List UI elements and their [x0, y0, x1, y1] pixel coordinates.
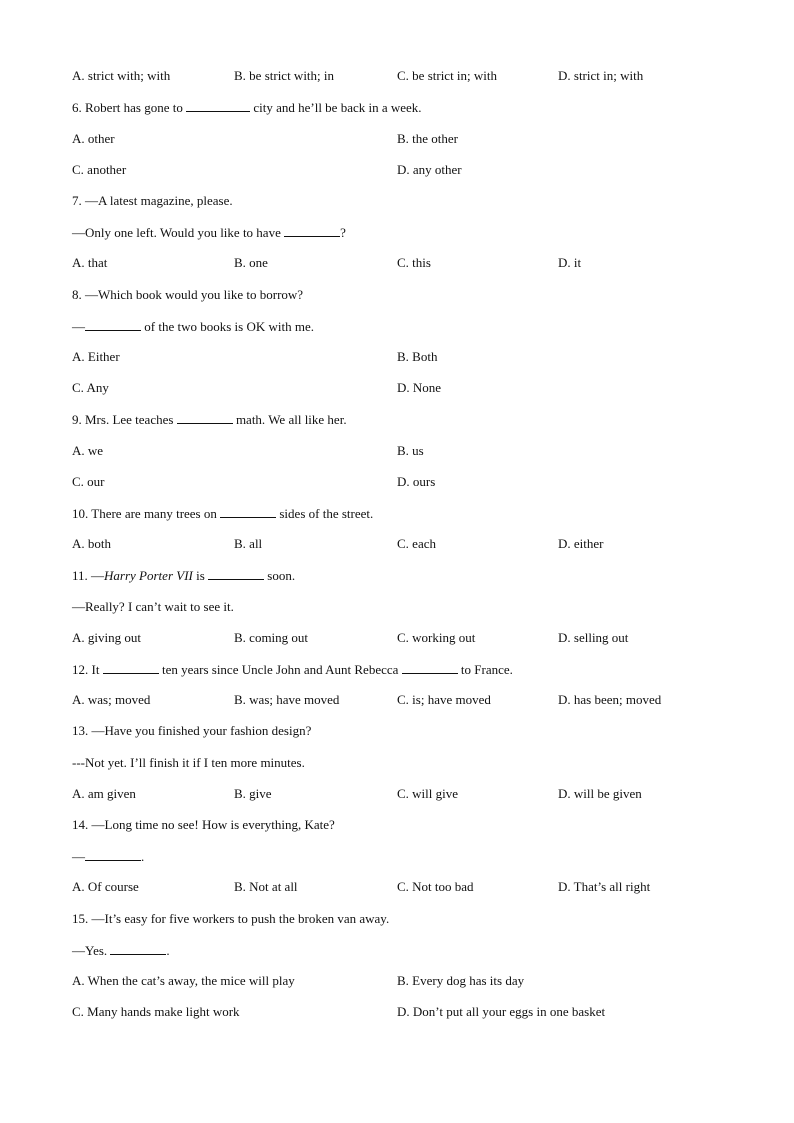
q10-option-b: B. all: [234, 536, 263, 551]
answer-blank: [220, 505, 276, 518]
q13-option-b: B. give: [234, 786, 272, 801]
q7-response-pre: —Only one left. Would you like to have: [72, 225, 285, 240]
q14-response-post: .: [141, 849, 145, 864]
q6-option-b: B. the other: [397, 131, 459, 146]
q5-option-a: A. strict with; with: [72, 68, 171, 83]
q14-option-b: B. Not at all: [234, 879, 298, 894]
q11-stem-mid: is: [192, 568, 209, 583]
q13-stem: 13. —Have you finished your fashion design?: [72, 723, 312, 738]
q7-stem: 7. —A latest magazine, please.: [72, 193, 233, 208]
q11-stem-post: soon.: [264, 568, 296, 583]
answer-blank: [208, 567, 264, 580]
q7-option-d: D. it: [558, 255, 582, 270]
answer-blank: [85, 848, 141, 861]
answer-blank: [284, 224, 340, 237]
q9-option-c: C. our: [72, 474, 105, 489]
q15-option-c: C. Many hands make light work: [72, 1004, 240, 1019]
q11-response: —Really? I can’t wait to see it.: [72, 599, 234, 614]
q12-stem-mid: ten years since Uncle John and Aunt Rebecca: [158, 662, 402, 677]
answer-blank: [85, 318, 141, 331]
q15-option-b: B. Every dog has its day: [397, 973, 525, 988]
q8-response-pre: —: [72, 319, 85, 334]
q7-option-a: A. that: [72, 255, 108, 270]
answer-blank: [177, 411, 233, 424]
q5-option-c: C. be strict in; with: [397, 68, 498, 83]
q7-response-post: ?: [340, 225, 346, 240]
q7-response: [72, 224, 346, 241]
q7-option-c: C. this: [397, 255, 431, 270]
q14-option-a: A. Of course: [72, 879, 139, 894]
q8-option-b: B. Both: [397, 349, 438, 364]
q11-option-d: D. selling out: [558, 630, 629, 645]
q10-stem-pre: 10. There are many trees on: [72, 506, 221, 521]
q11-option-b: B. coming out: [234, 630, 309, 645]
q6-stem-pre: 6. Robert has gone to: [72, 100, 187, 115]
q12-stem: [72, 661, 513, 678]
answer-blank: [402, 661, 458, 674]
q12-option-d: D. has been; moved: [558, 692, 662, 707]
q8-option-a: A. Either: [72, 349, 120, 364]
q6-option-d: D. any other: [397, 162, 462, 177]
q8-stem: 8. —Which book would you like to borrow?: [72, 287, 304, 302]
q12-option-c: C. is; have moved: [397, 692, 491, 707]
q10-option-c: C. each: [397, 536, 436, 551]
q15-option-a: A. When the cat’s away, the mice will play: [72, 973, 295, 988]
q10-stem: [72, 505, 373, 522]
q11-option-a: A. giving out: [72, 630, 141, 645]
q8-response: [72, 318, 314, 335]
q14-option-d: D. That’s all right: [558, 879, 651, 894]
q14-response-pre: —: [72, 849, 85, 864]
q13-response: ---Not yet. I’ll finish it if I ten more minutes.: [72, 755, 305, 770]
q13-option-a: A. am given: [72, 786, 136, 801]
q10-stem-post: sides of the street.: [276, 506, 374, 521]
q11-book-title: Harry Porter VII: [104, 568, 193, 583]
q9-option-d: D. ours: [397, 474, 436, 489]
q6-option-a: A. other: [72, 131, 115, 146]
q9-stem-post: math. We all like her.: [232, 412, 347, 427]
q6-option-c: C. another: [72, 162, 127, 177]
q15-stem: 15. —It’s easy for five workers to push the broken van away.: [72, 911, 390, 926]
q12-stem-pre: 12. It: [72, 662, 103, 677]
answer-blank: [103, 661, 159, 674]
q9-option-a: A. we: [72, 443, 104, 458]
answer-blank: [110, 942, 166, 955]
q9-stem-pre: 9. Mrs. Lee teaches: [72, 412, 177, 427]
answer-blank: [186, 99, 250, 112]
q12-option-b: B. was; have moved: [234, 692, 340, 707]
q8-option-c: C. Any: [72, 380, 109, 395]
q10-option-d: D. either: [558, 536, 604, 551]
q12-stem-post: to France.: [457, 662, 513, 677]
q11-stem-pre: 11. —: [72, 568, 105, 583]
q12-option-a: A. was; moved: [72, 692, 151, 707]
q15-option-d: D. Don’t put all your eggs in one basket: [397, 1004, 606, 1019]
q6-stem-post: city and he’ll be back in a week.: [250, 100, 422, 115]
q10-option-a: A. both: [72, 536, 111, 551]
q13-option-d: D. will be given: [558, 786, 642, 801]
q13-option-c: C. will give: [397, 786, 459, 801]
q14-response: [72, 848, 144, 865]
q9-stem: [72, 411, 347, 428]
q14-option-c: C. Not too bad: [397, 879, 474, 894]
q11-option-c: C. working out: [397, 630, 476, 645]
q15-response-pre: —Yes.: [72, 943, 111, 958]
q8-response-post: of the two books is OK with me.: [141, 319, 314, 334]
q8-option-d: D. None: [397, 380, 442, 395]
q6-stem: [72, 99, 422, 116]
q14-stem: 14. —Long time no see! How is everything, Kate?: [72, 817, 335, 832]
q7-option-b: B. one: [234, 255, 268, 270]
q5-option-d: D. strict in; with: [558, 68, 644, 83]
q5-option-b: B. be strict with; in: [234, 68, 335, 83]
q15-response: [72, 942, 170, 959]
q9-option-b: B. us: [397, 443, 424, 458]
q15-response-post: .: [166, 943, 170, 958]
q11-stem: [72, 567, 295, 584]
